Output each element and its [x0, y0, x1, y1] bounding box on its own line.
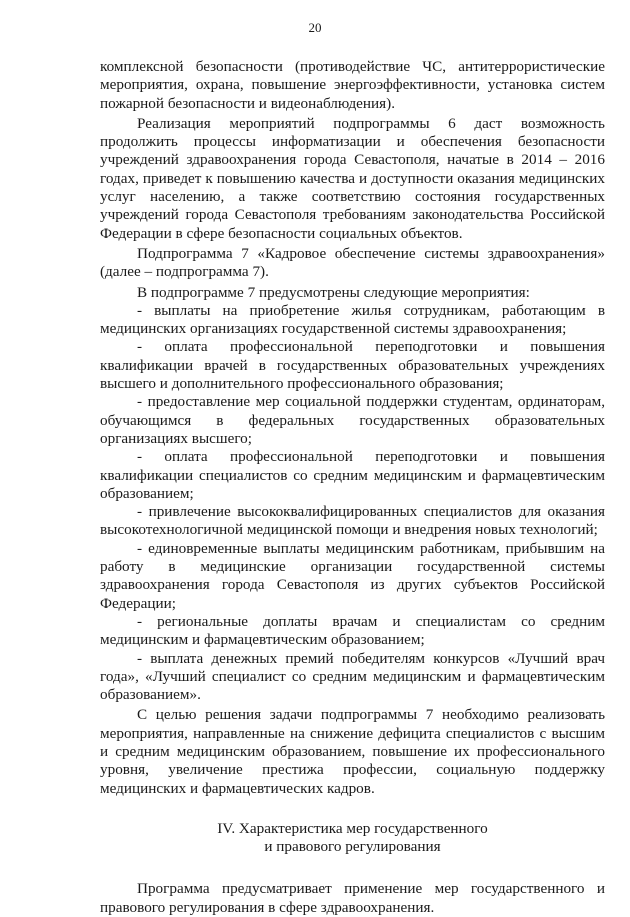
section-heading-line-2: и правового регулирования	[264, 838, 441, 856]
paragraph-4: В подпрограмме 7 предусмотрены следующие мероприятия:	[137, 283, 530, 301]
list-item-2: - оплата профессиональной переподготовки и повышения квалификации врачей в государственных образовательных учреждениях высшего и дополнительного профессионального образования;	[100, 338, 605, 393]
paragraph-conclusion: С целью решения задачи подпрограммы 7 необходимо реализовать мероприятия, направленные на снижение дефицита специалистов с высшим и средним медицинским образованием, повышение их профессионального уровня, увеличение престижа профессии, социальную поддержку медицинских и фармацевтических кадров.	[100, 706, 605, 797]
list-item-5: - привлечение высококвалифицированных специалистов для оказания высокотехнологичной медицинской помощи и внедрения новых технологий;	[100, 503, 605, 539]
document-body	[100, 58, 605, 917]
list-item-6: - единовременные выплаты медицинским работникам, прибывшим на работу в медицинские организации государственной системы здравоохранения города Севастополя из других субъектов Российской Федерации;	[100, 539, 605, 612]
list-item-3: - предоставление мер социальной поддержки студентам, ординаторам, обучающимся в федеральных государственных образовательных организациях высшего;	[100, 393, 605, 447]
list-item-1: - выплаты на приобретение жилья сотрудникам, работающим в медицинских организациях государственной системы здравоохранения;	[100, 301, 605, 338]
list-item-7: - региональные доплаты врачам и специалистам со средним медицинским и фармацевтическим образованием;	[100, 612, 605, 649]
page-number: 20	[308, 20, 322, 35]
paragraph-3: Подпрограмма 7 «Кадровое обеспечение системы здравоохранения» (далее – подпрограмма 7).	[100, 244, 605, 281]
closing-paragraph: Программа предусматривает применение мер государственного и правового регулирования в сфере здравоохранения.	[100, 880, 605, 916]
list-item-4: - оплата профессиональной переподготовки и повышения квалификации специалистов со средним медицинским и фармацевтическим образованием;	[100, 448, 605, 502]
list-item-8: - выплата денежных премий победителям конкурсов «Лучший врач года», «Лучший специалист со средним медицинским и фармацевтическим образованием».	[100, 649, 605, 704]
paragraph-1: комплексной безопасности (противодействие ЧС, антитеррористические мероприятия, охрана, повышение энергоэффективности, установка систем пожарной безопасности и видеонаблюдения).	[100, 58, 605, 112]
section-heading	[100, 820, 605, 857]
paragraph-2: Реализация мероприятий подпрограммы 6 даст возможность продолжить процессы информатизации и обеспечения безопасности учреждений здравоохранения города Севастополя, начатые в 2014 – 2016 годах, приведет к повышению качества и доступности оказания медицинских услуг населению, а также соответствию состояния государственных учреждений города Севастополя требованиям законодательства Российской Федерации в сфере безопасности социальных объектов.	[100, 114, 605, 242]
section-heading-line-1: IV. Характеристика мер государственного	[217, 819, 488, 837]
